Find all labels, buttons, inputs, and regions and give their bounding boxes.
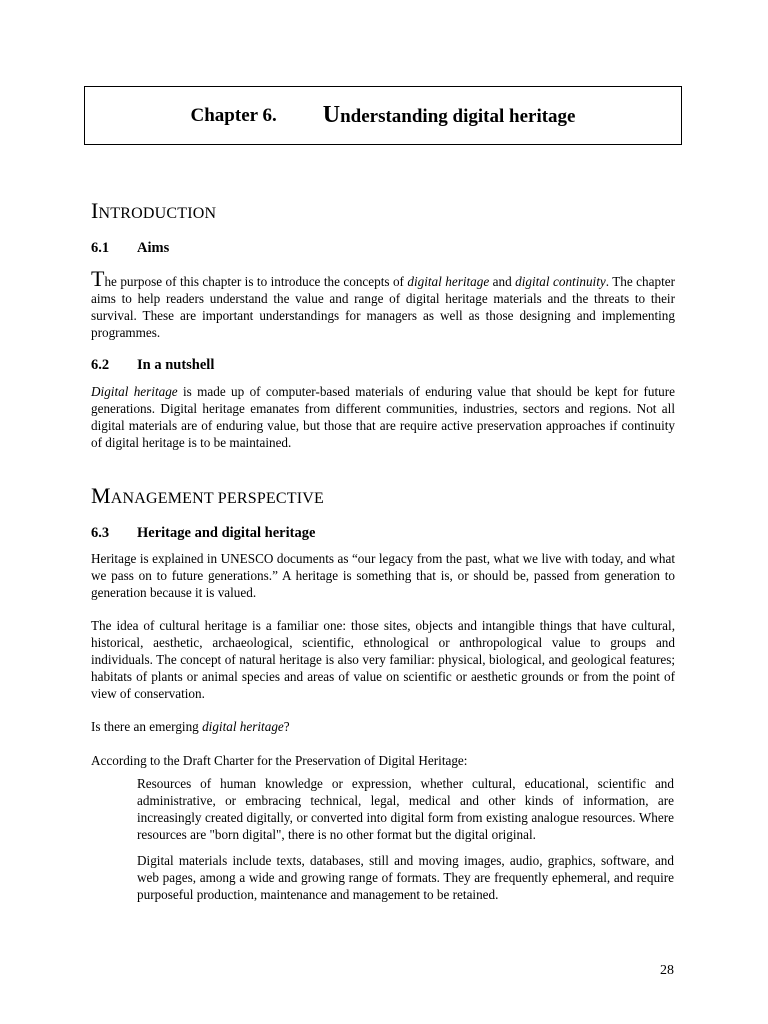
aims-paragraph: The purpose of this chapter is to introduce the concepts of digital heritage and digital continuity. The chapter aims to help readers understand the value and range of digital heritage materials and the threats to their survival. These are important understandings for managers as well as those designing and implementing programmes. (91, 266, 675, 340)
subsection-heading-nutshell: 6.2 In a nutshell (91, 357, 215, 373)
page-number: 28 (660, 963, 674, 978)
chapter-title-box (84, 86, 682, 145)
heritage-paragraph-1: Heritage is explained in UNESCO documents as “our legacy from the past, what we live with today, and what we pass on to future generations.” A heritage is something that is, or should be, passed from generation to generation because it is valued. (91, 551, 675, 600)
section-heading-introduction: INTRODUCTION (91, 198, 217, 223)
charter-intro: According to the Draft Charter for the Preservation of Digital Heritage: (91, 753, 468, 768)
chapter-title: Understanding digital heritage (322, 102, 576, 128)
charter-quote-1: Resources of human knowledge or expression, whether cultural, educational, scientific and administrative, or embracing technical, legal, medical and other kinds of information, are increasingly created digitally, or converted into digital form from existing analogue resources. Where resources are "born digital", there is no other format but the digital original. (137, 776, 674, 842)
subsection-heading-heritage: 6.3 Heritage and digital heritage (91, 525, 316, 541)
subsection-heading-aims: 6.1 Aims (91, 240, 170, 256)
section-heading-management: MANAGEMENT PERSPECTIVE (91, 483, 325, 508)
heritage-paragraph-2: The idea of cultural heritage is a familiar one: those sites, objects and intangible things that have cultural, historical, aesthetic, archaeological, scientific, ethnological or anthropological value to groups and individuals. The concept of natural heritage is also very familiar: physical, biological, and geological features; habitats of plants or animal species and areas of value on scientific or aesthetic grounds or from the point of view of conservation. (91, 618, 675, 701)
chapter-number: Chapter 6. (190, 104, 277, 126)
emerging-question: Is there an emerging digital heritage? (91, 719, 290, 734)
nutshell-paragraph: Digital heritage is made up of computer-based materials of enduring value that should be kept for future generations. Digital heritage emanates from different communities, industries, sectors and regions. Not all digital materials are of enduring value, but those that are require active preservation approaches if continuity of digital heritage is to be maintained. (91, 384, 675, 450)
charter-quote-2: Digital materials include texts, databases, still and moving images, audio, graphics, software, and web pages, among a wide and growing range of formats. They are frequently ephemeral, and require purposeful production, maintenance and management to be retained. (137, 853, 674, 902)
